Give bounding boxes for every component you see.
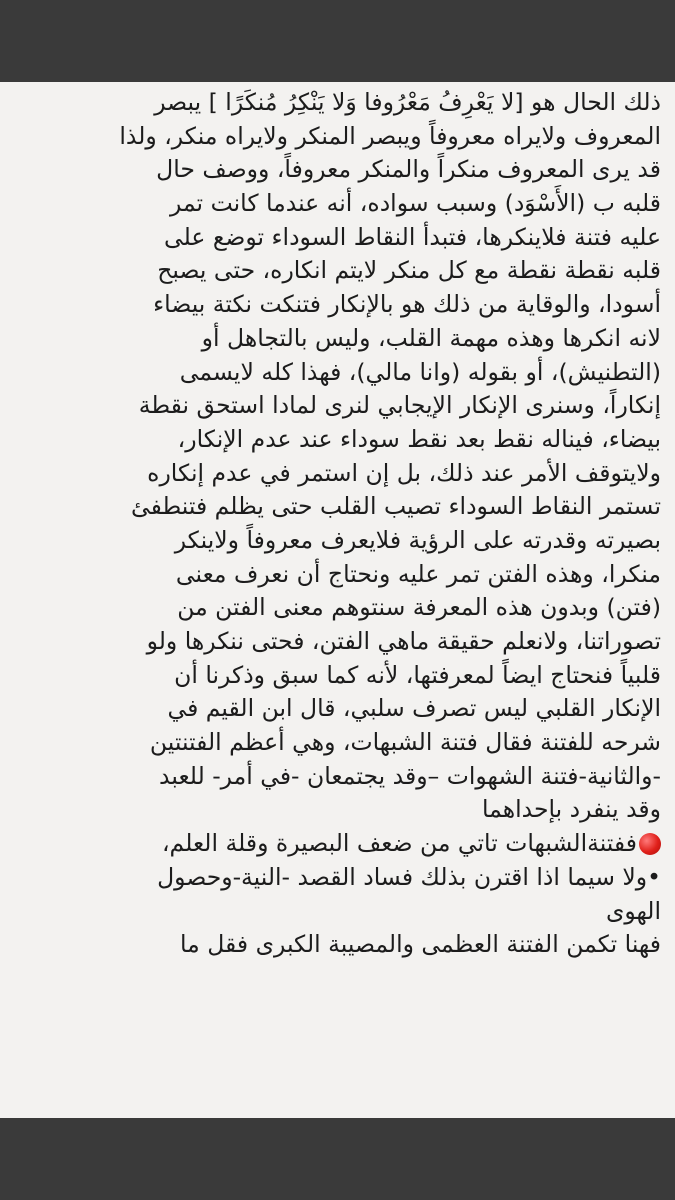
text-line: عليه فتنة فلاينكرها، فتبدأ النقاط السوداء توضع على xyxy=(164,222,661,251)
text-line: •ولا سيما اذا اقترن بذلك فساد القصد -النية-وحصول xyxy=(157,862,661,891)
text-line: بصيرته وقدرته على الرؤية فلايعرف معروفاً ولاينكر xyxy=(174,525,661,554)
text-line: (التطنيش)، أو بقوله (وانا مالي)، فهذا كله لايسمى xyxy=(179,357,661,386)
text-line: لانه انكرها وهذه مهمة القلب، وليس بالتجاهل أو xyxy=(201,323,661,352)
text-line: الهوى xyxy=(605,896,661,925)
text-line: وقد ينفرد بإحداهما xyxy=(481,795,661,824)
text-line: بيضاء، فيناله نقط بعد نقط سوداء عند عدم الإنكار، xyxy=(177,424,661,453)
red-circle-icon xyxy=(639,833,661,855)
bottom-black-bar xyxy=(0,1118,675,1200)
text-line: فهنا تكمن الفتنة العظمى والمصيبة الكبرى فقل ما xyxy=(179,930,661,959)
text-line: قلبياً فنحتاج ايضاً لمعرفتها، لأنه كما سبق وذكرنا أن xyxy=(174,660,661,689)
text-line: قد يرى المعروف منكراً والمنكر معروفاً، ووصف حال xyxy=(156,155,661,184)
bullet-line xyxy=(14,827,661,861)
top-black-bar xyxy=(0,0,675,82)
text-line: شرحه للفتنة فقال فتنة الشبهات، وهي أعظم الفتنتين xyxy=(149,728,661,757)
text-line: ذلك الحال هو [لا يَعْرِفُ مَعْرُوفا وَلا يَنْكِرُ مُنكَرًا ] يبصر xyxy=(154,88,661,116)
text-line: (فتن) وبدون هذه المعرفة سنتوهم معنى الفتن من xyxy=(177,593,661,622)
text-line: المعروف ولايراه معروفاً ويبصر المنكر ولايراه منكر، ولذا xyxy=(119,121,661,150)
document-page xyxy=(0,82,675,1118)
text-line: إنكاراً، وسنرى الإنكار الإيجابي لنرى لمادا استحق نقطة xyxy=(138,391,661,420)
text-line: تصوراتنا، ولانعلم حقيقة ماهي الفتن، فحتى ننكرها ولو xyxy=(146,627,661,655)
text-line: تستمر النقاط السوداء تصيب القلب حتى يظلم فتنطفئ xyxy=(131,492,661,521)
document-text xyxy=(14,86,661,962)
text-line: أسودا، والوقاية من ذلك هو بالإنكار فتنكت نكتة بيضاء xyxy=(153,290,661,319)
text-line: منكرا، وهذه الفتن تمر عليه ونحتاج أن نعرف معنى xyxy=(175,559,661,588)
text-line: قلبه نقطة نقطة مع كل منكر لايتم انكاره، حتى يصبح xyxy=(157,256,661,285)
text-line: ولايتوقف الأمر عند ذلك، بل إن استمر في عدم إنكاره xyxy=(147,458,661,487)
text-line: -والثانية-فتنة الشهوات –وقد يجتمعان -في أمر- للعبد xyxy=(159,761,661,790)
text-line: الإنكار القلبي ليس تصرف سلبي، قال ابن القيم في xyxy=(167,694,661,723)
text-line: قلبه ب (الأَسْوَد) وسبب سواده، أنه عندما كانت تمر xyxy=(170,189,661,218)
bullet-line-text: ففتنةالشبهات تاتي من ضعف البصيرة وقلة العلم، xyxy=(161,829,637,858)
